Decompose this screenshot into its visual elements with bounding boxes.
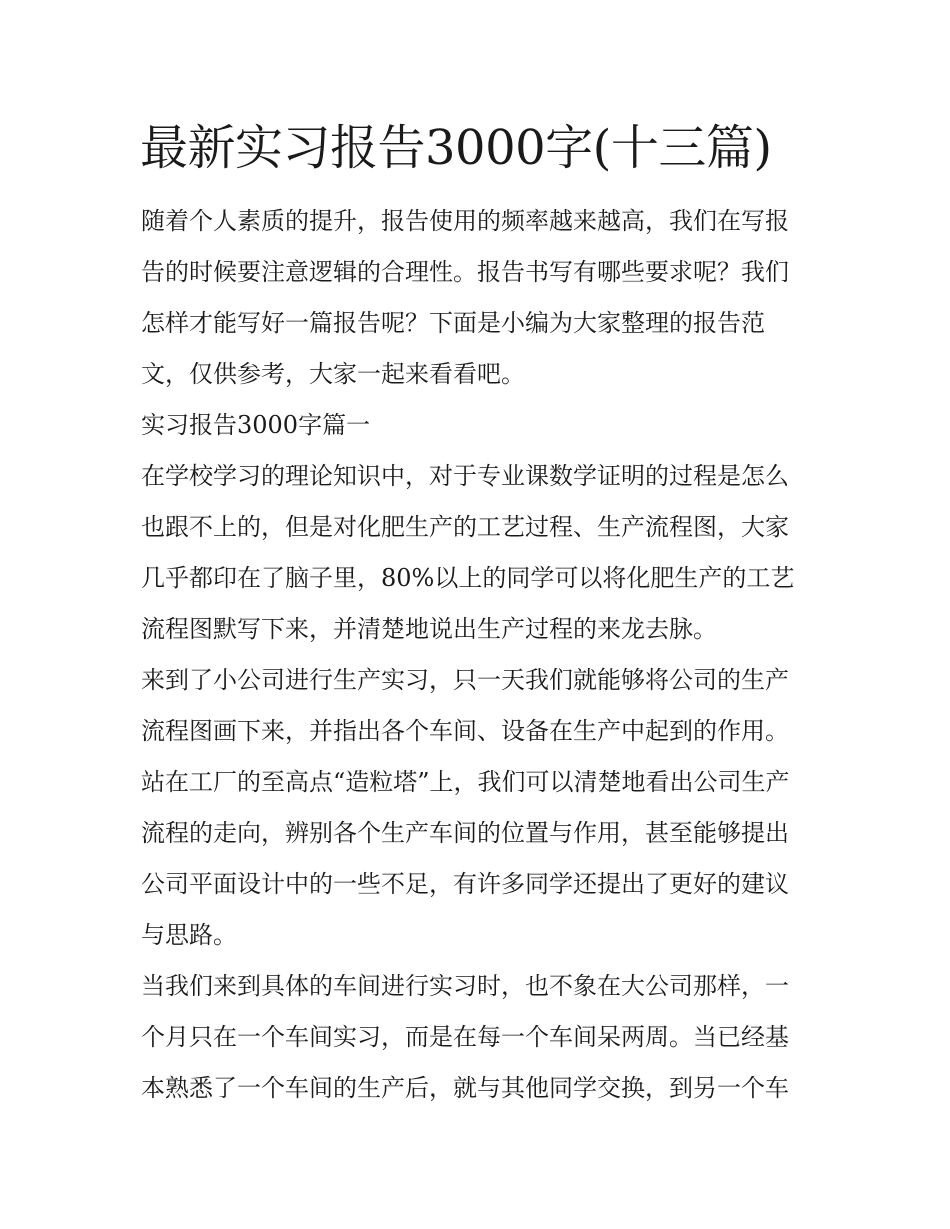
text-line: 站在工厂的至高点“造粒塔”上，我们可以清楚地看出公司生产 [141, 768, 790, 796]
text-line: 文，仅供参考，大家一起来看看吧。 [141, 360, 525, 388]
text-line: 当我们来到具体的车间进行实习时，也不象在大公司那样，一 [141, 972, 789, 1000]
text-line: 告的时候要注意逻辑的合理性。报告书写有哪些要求呢？我们 [141, 258, 789, 286]
text-line: 几乎都印在了脑子里，80%以上的同学可以将化肥生产的工艺 [141, 564, 795, 592]
page-title: 最新实习报告3000字(十三篇) [140, 120, 772, 176]
text-line: 流程图默写下来，并清楚地说出生产过程的来龙去脉。 [141, 615, 717, 643]
text-line: 流程图画下来，并指出各个车间、设备在生产中起到的作用。 [141, 717, 789, 745]
text-line: 也跟不上的，但是对化肥生产的工艺过程、生产流程图，大家 [141, 513, 789, 541]
text-line: 公司平面设计中的一些不足，有许多同学还提出了更好的建议 [141, 870, 789, 898]
text-line: 随着个人素质的提升，报告使用的频率越来越高，我们在写报 [141, 207, 789, 235]
text-line: 怎样才能写好一篇报告呢？下面是小编为大家整理的报告范 [141, 309, 765, 337]
text-line: 在学校学习的理论知识中，对于专业课数学证明的过程是怎么 [141, 462, 789, 490]
text-line: 流程的走向，辨别各个生产车间的位置与作用，甚至能够提出 [141, 819, 789, 847]
text-line: 与思路。 [141, 921, 237, 949]
text-line: 个月只在一个车间实习，而是在每一个车间呆两周。当已经基 [141, 1023, 789, 1051]
text-line: 来到了小公司进行生产实习，只一天我们就能够将公司的生产 [141, 666, 789, 694]
text-line: 本熟悉了一个车间的生产后，就与其他同学交换，到另一个车 [141, 1074, 789, 1102]
section-heading: 实习报告3000字篇一 [141, 411, 371, 439]
